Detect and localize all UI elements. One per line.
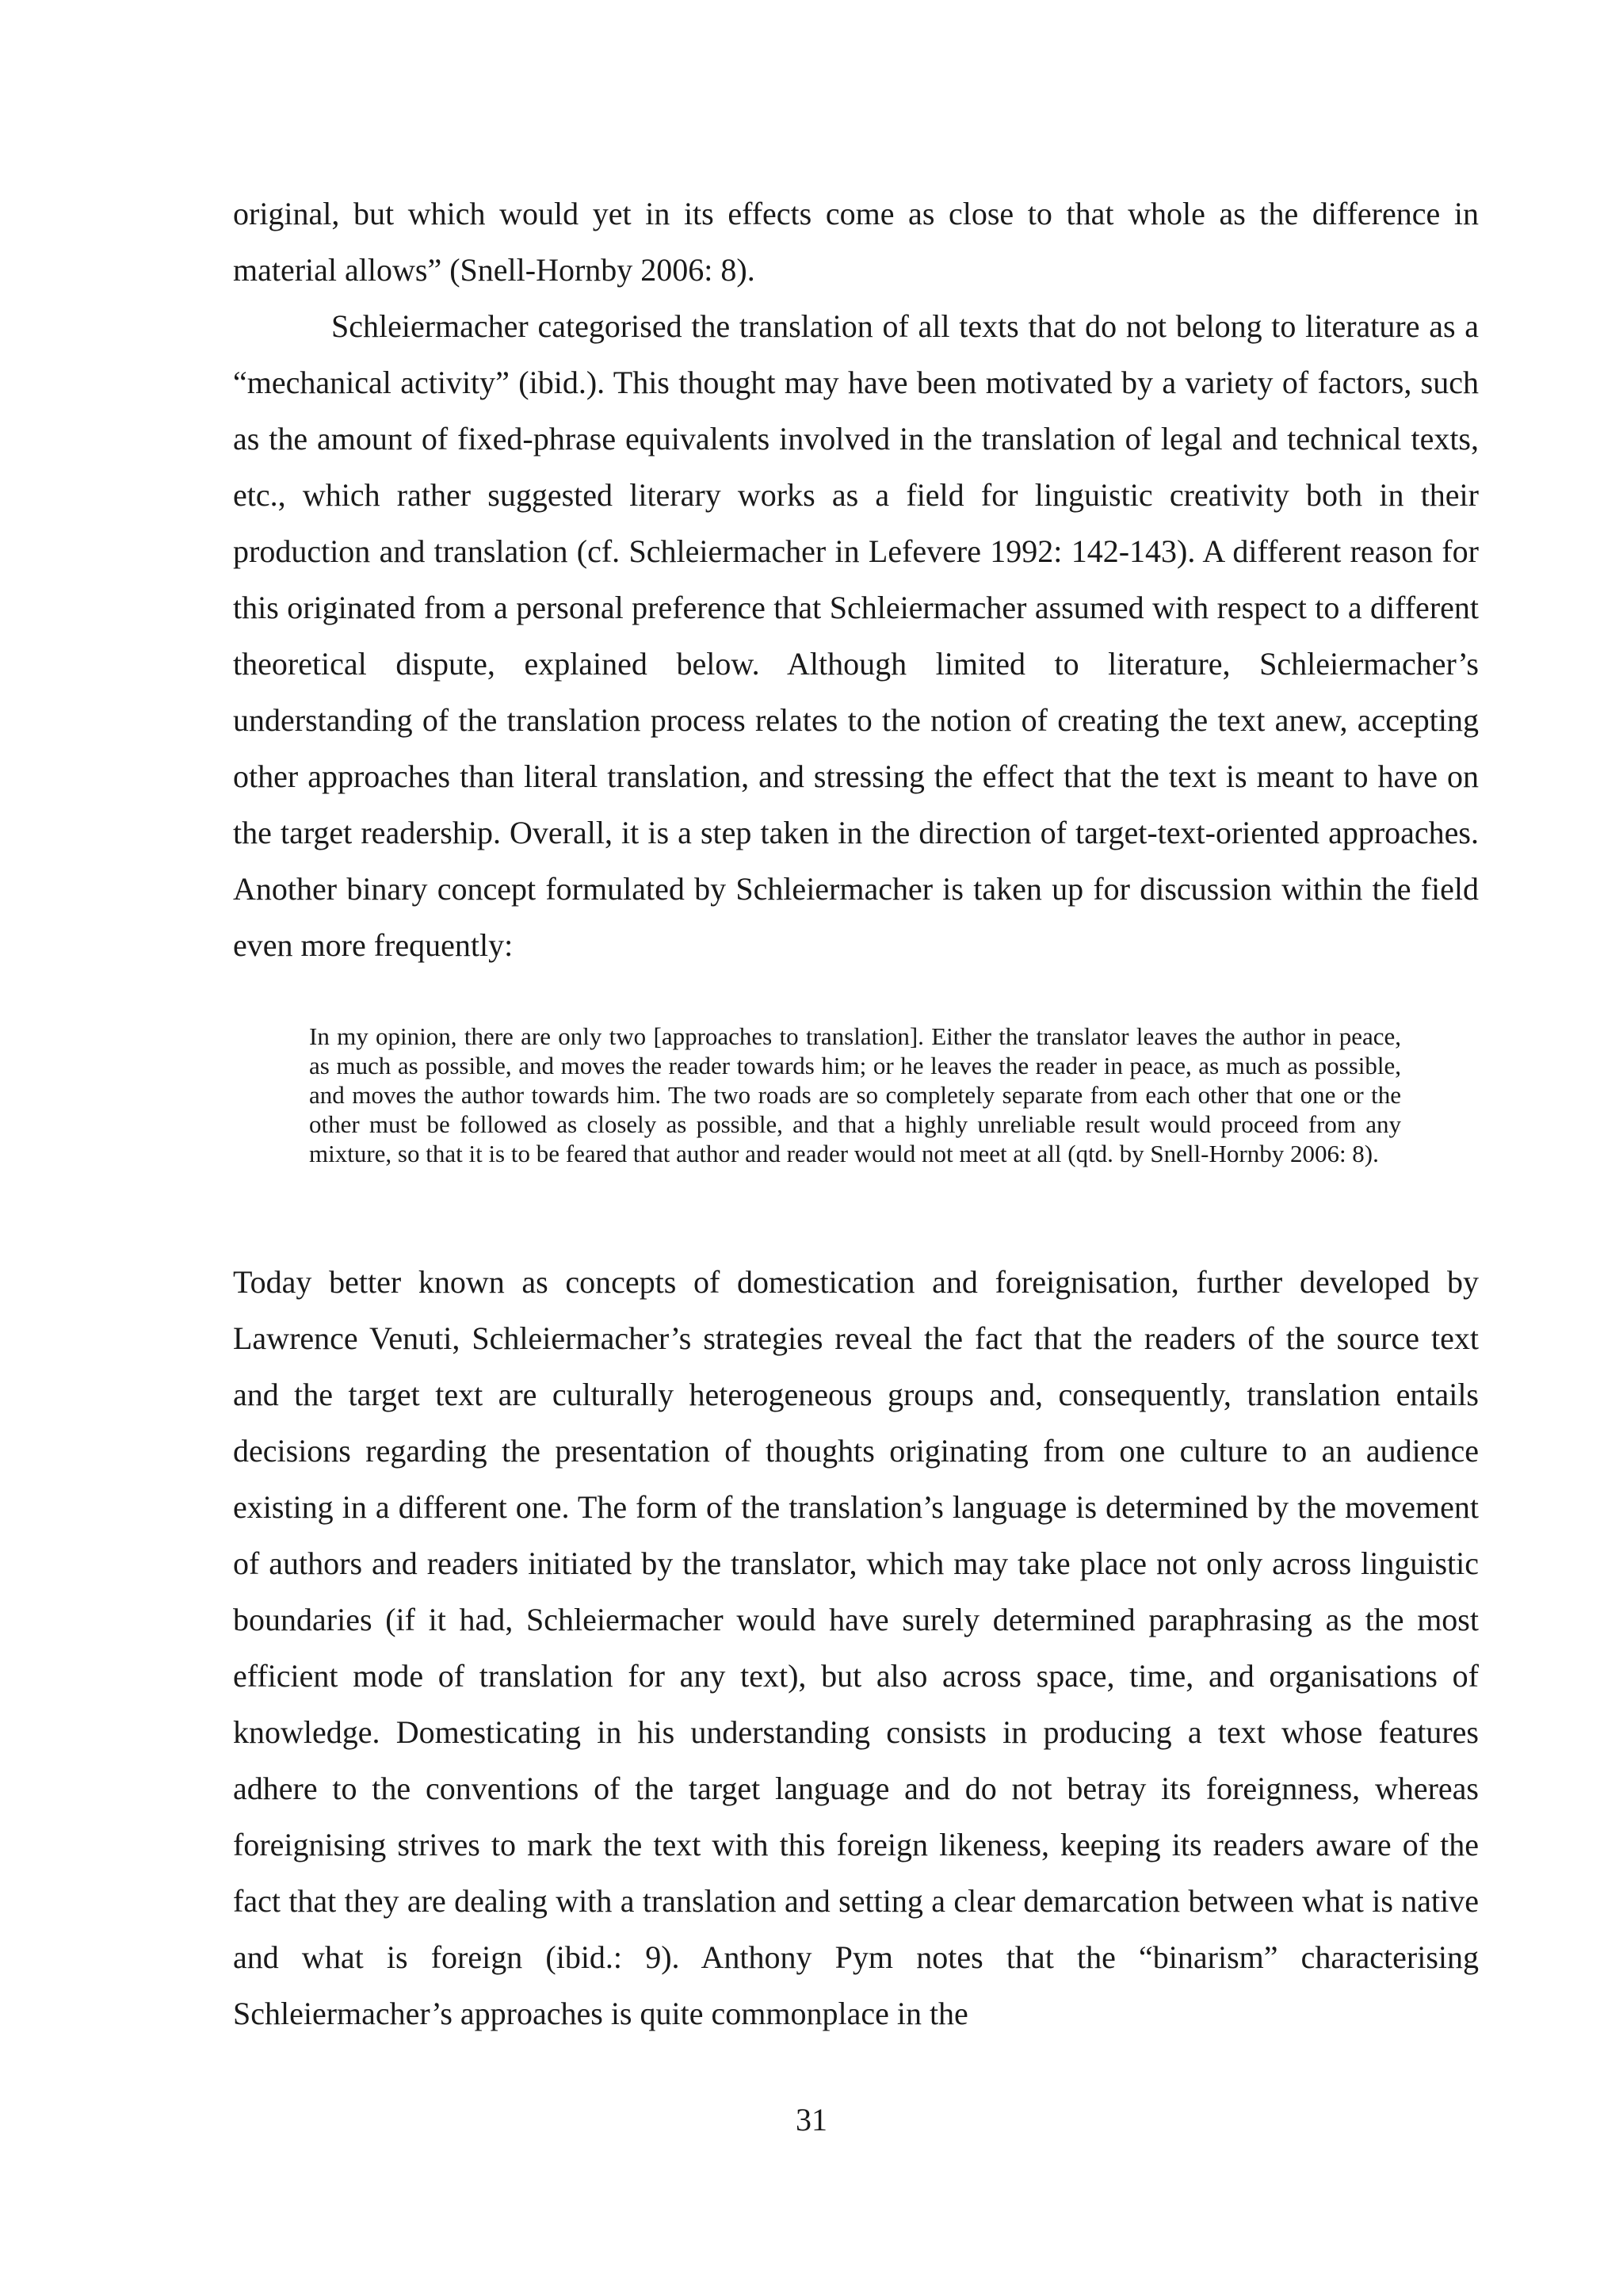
page-number: 31	[796, 2102, 827, 2137]
paragraph-domestication-foreignisation: Today better known as concepts of domestication and foreignisation, further developed by Lawrence Venuti, Schleiermacher’s strategies reveal the fact that the readers of the source text and the target text are culturally heterogeneous groups and, consequently, translation entails decisions regarding the presentation of thoughts originating from one culture to an audience existing in a different one. The form of the translation’s language is determined by the movement of authors and readers initiated by the translator, which may take place not only across linguistic boundaries (if it had, Schleiermacher would have surely determined paraphrasing as the most efficient mode of translation for any text), but also across space, time, and organisations of knowledge. Domesticating in his understanding consists in producing a text whose features adhere to the conventions of the target language and do not betray its foreignness, whereas foreignising strives to mark the text with this foreign likeness, keeping its readers aware of the fact that they are dealing with a translation and setting a clear demarcation between what is native and what is foreign (ibid.: 9). Anthony Pym notes that the “binarism” characterising Schleiermacher’s approaches is quite commonplace in the	[233, 1264, 1479, 2031]
block-quote: In my opinion, there are only two [approaches to translation]. Either the translator leaves the author in peace, as much as possible, and moves the reader towards him; or he leaves the reader in peace, as much as possible, and moves the author towards him. The two roads are so completely separate from each other that one or the other must be followed as closely as possible, and that a highly unreliable result would proceed from any mixture, so that it is to be feared that author and reader would not meet at all (qtd. by Snell-Hornby 2006: 8).	[309, 1022, 1401, 1167]
paragraph-schleiermacher-categorisation: Schleiermacher categorised the translation of all texts that do not belong to literature as a “mechanical activity” (ibid.). This thought may have been motivated by a variety of factors, such as the amount of fixed-phrase equivalents involved in the translation of legal and technical texts, etc., which rather suggested literary works as a field for linguistic creativity both in their production and translation (cf. Schleiermacher in Lefevere 1992: 142-143). A different reason for this originated from a personal preference that Schleiermacher assumed with respect to a different theoretical dispute, explained below. Although limited to literature, Schleiermacher’s understanding of the translation process relates to the notion of creating the text anew, accepting other approaches than literal translation, and stressing the effect that the text is meant to have on the target readership. Overall, it is a step taken in the direction of target-text-oriented approaches. Another binary concept formulated by Schleiermacher is taken up for discussion within the field even more frequently:	[233, 308, 1479, 963]
paragraph-continuation: original, but which would yet in its effects come as close to that whole as the difference in material allows” (Snell-Hornby 2006: 8).	[233, 196, 1479, 288]
